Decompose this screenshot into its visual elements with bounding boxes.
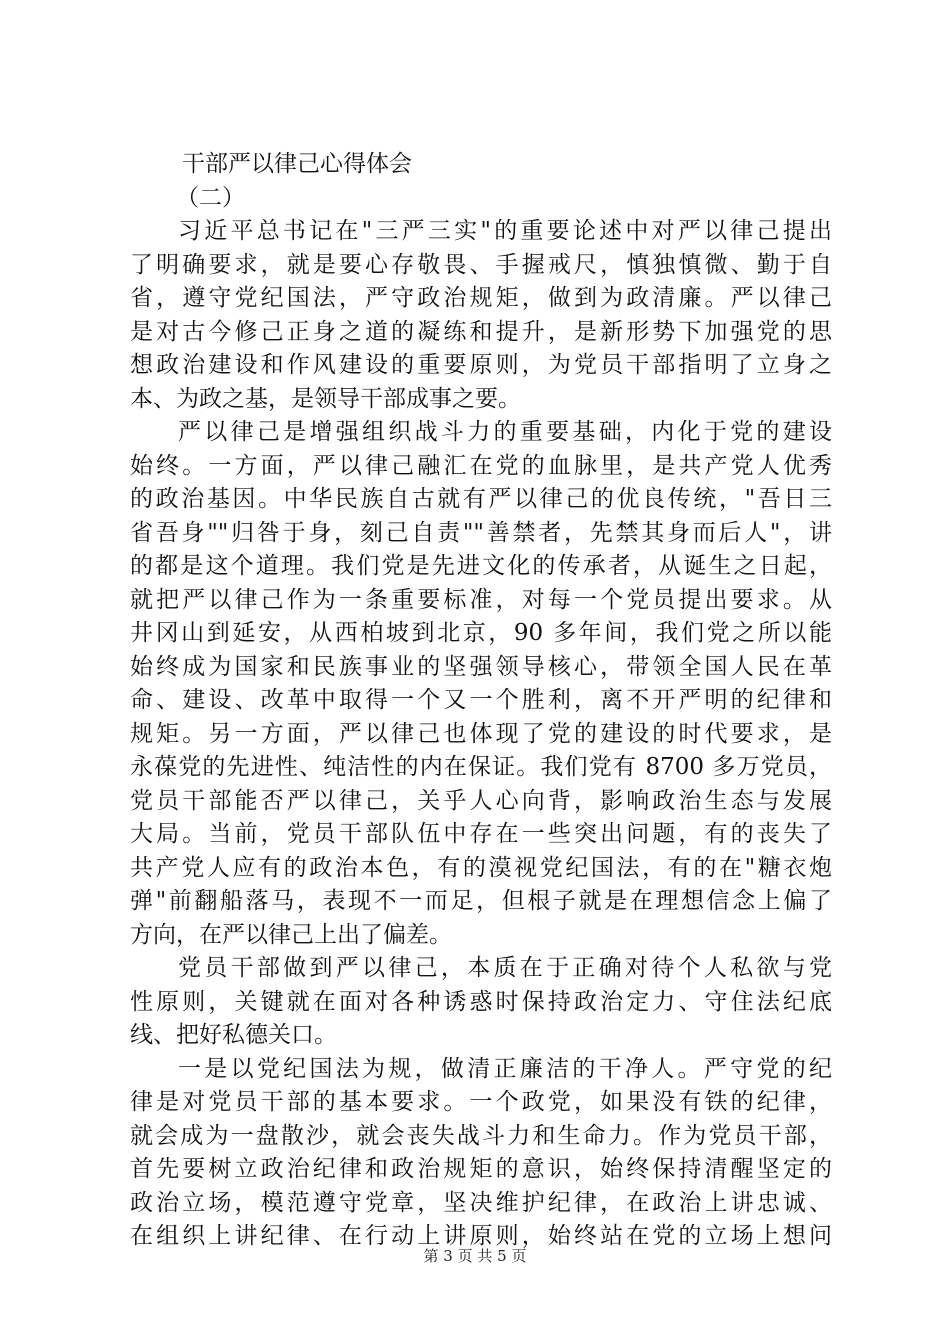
body-text: [130, 215, 832, 1254]
text-line: 党员干部做到严以律己，本质在于正确对待个人私欲与党: [178, 955, 832, 981]
text-line: 律是对党员干部的基本要求。一个政党，如果没有铁的纪律，: [130, 1089, 832, 1115]
text-line: 线、把好私德关口。: [130, 1022, 337, 1048]
text-line: 习近平总书记在"三严三实"的重要论述中对严以律己提出: [178, 218, 832, 244]
text-line: 政治立场，模范遵守党章，坚决维护纪律，在政治上讲忠诚、: [130, 1189, 832, 1216]
text-line: 是对古今修己正身之道的凝练和提升，是新形势下加强党的思: [130, 318, 832, 345]
text-line: 了明确要求，就是要心存敬畏、手握戒尺，慎独慎微、勤于自: [130, 251, 832, 278]
text-line: 规矩。另一方面，严以律己也体现了党的建设的时代要求，是: [130, 720, 832, 747]
text-line: 就会成为一盘散沙，就会丧失战斗力和生命力。作为党员干部，: [130, 1122, 832, 1149]
text-line: 本、为政之基，是领导干部成事之要。: [130, 385, 521, 412]
text-line: 一是以党纪国法为规，做清正廉洁的干净人。严守党的纪: [178, 1055, 832, 1082]
text-line: 想政治建设和作风建设的重要原则，为党员干部指明了立身之: [130, 352, 832, 378]
text-line: 性原则，关键就在面对各种诱惑时保持政治定力、守住法纪底: [130, 988, 832, 1015]
text-line: 在组织上讲纪律、在行动上讲原则，始终站在党的立场上想问: [130, 1223, 832, 1249]
text-line: 弹"前翻船落马，表现不一而足，但根子就是在理想信念上偏了: [130, 888, 832, 914]
text-line: 首先要树立政治纪律和政治规矩的意识，始终保持清醒坚定的: [130, 1156, 832, 1182]
text-line: 方向，在严以律己上出了偏差。: [130, 921, 452, 948]
text-line: 省吾身""归咎于身，刻己自责""善禁者，先禁其身而后人"，讲: [130, 519, 832, 546]
text-line: 党员干部能否严以律己，关乎人心向背，影响政治生态与发展: [130, 787, 832, 814]
text-line: 始终。一方面，严以律己融汇在党的血脉里，是共产党人优秀: [130, 452, 832, 479]
document-body: [130, 148, 832, 1254]
text-line: 大局。当前，党员干部队伍中存在一些突出问题，有的丧失了: [130, 821, 832, 847]
text-line: 井冈山到延安，从西柏坡到北京，90 多年间，我们党之所以能: [130, 620, 832, 646]
text-line: 命、建设、改革中取得一个又一个胜利，离不开严明的纪律和: [130, 687, 832, 713]
text-line: 省，遵守党纪国法，严守政治规矩，做到为政清廉。严以律己: [130, 285, 832, 311]
text-line: 的都是这个道理。我们党是先进文化的传承者，从诞生之日起，: [130, 553, 832, 579]
text-line: 共产党人应有的政治本色，有的漠视党纪国法，有的在"糖衣炮: [130, 854, 832, 881]
text-line: 始终成为国家和民族事业的坚强领导核心，带领全国人民在革: [130, 653, 832, 680]
text-line: 严以律己是增强组织战斗力的重要基础，内化于党的建设: [178, 419, 832, 445]
text-line: 就把严以律己作为一条重要标准，对每一个党员提出要求。从: [130, 586, 832, 613]
page-footer: 第 3 页 共 5 页: [423, 1247, 527, 1265]
text-line: 永葆党的先进性、纯洁性的内在保证。我们党有 8700 多万党员，: [130, 754, 832, 780]
document-subtitle: （二）: [176, 184, 245, 211]
document-title: 干部严以律己心得体会: [182, 151, 412, 177]
text-line: 的政治基因。中华民族自古就有严以律己的优良传统，"吾日三: [130, 486, 832, 512]
